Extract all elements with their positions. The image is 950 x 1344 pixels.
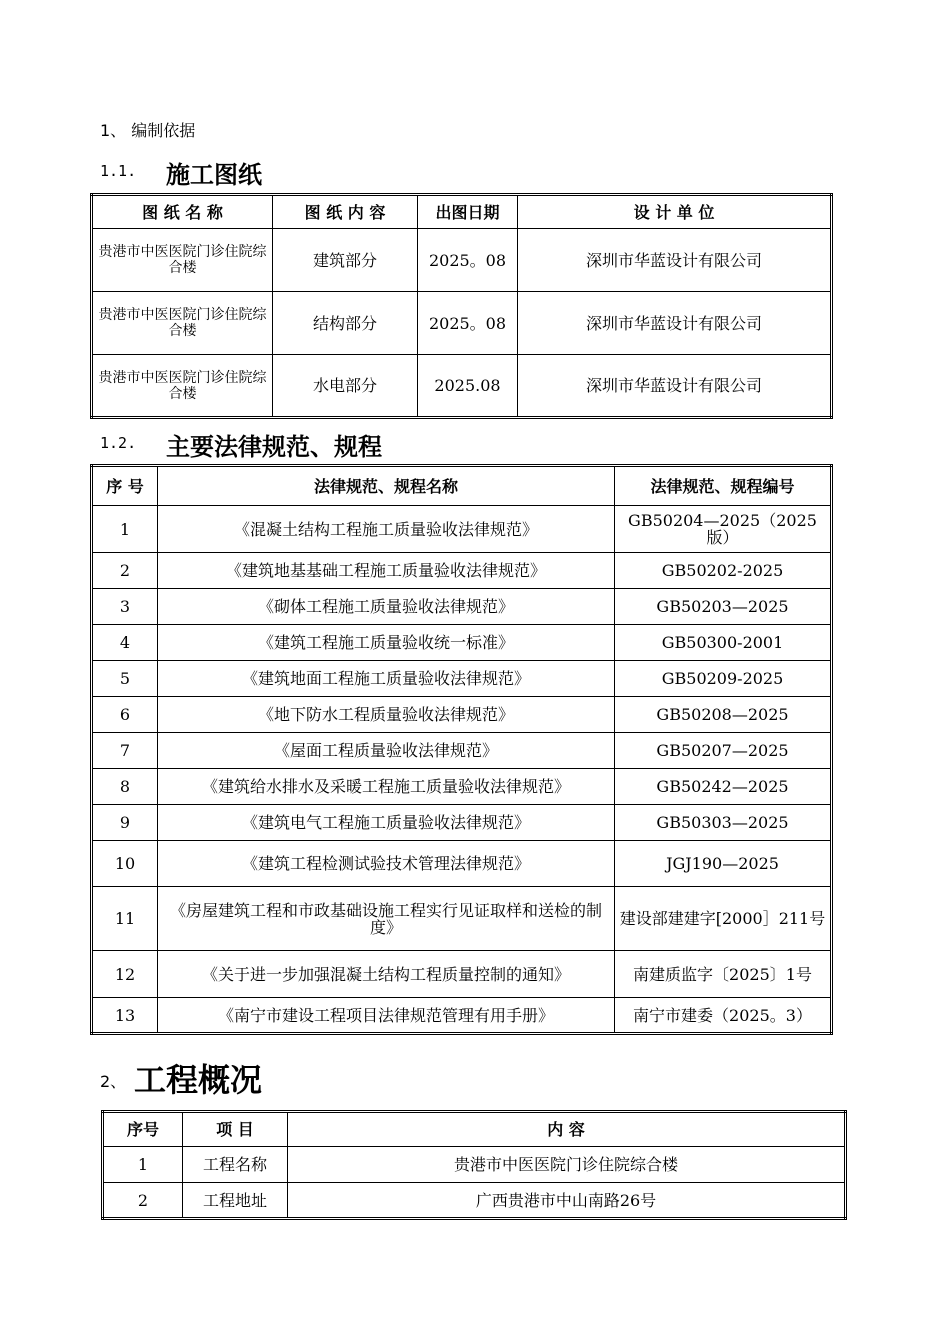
law-name: 《屋面工程质量验收法律规范》: [158, 733, 615, 769]
law-no: 7: [92, 733, 158, 769]
subsection-1-2-title: 主要法律规范、规程: [166, 433, 382, 461]
drawing-content: 结构部分: [273, 292, 418, 355]
section-1-heading: 1、 编制依据: [100, 121, 196, 140]
table-row: [92, 292, 832, 355]
law-name: 《建筑工程施工质量验收统一标准》: [158, 625, 615, 661]
table-row: [92, 769, 832, 805]
law-code: JGJ190—2025: [615, 841, 832, 887]
table-row: [92, 589, 832, 625]
law-code: GB50204—2025（2025版）: [615, 506, 832, 553]
law-code: GB50202-2025: [615, 553, 832, 589]
law-no: 3: [92, 589, 158, 625]
overview-content: 贵港市中医医院门诊住院综合楼: [288, 1147, 846, 1183]
law-code: GB50300-2001: [615, 625, 832, 661]
law-name: 《房屋建筑工程和市政基础设施工程实行见证取样和送检的制度》: [158, 887, 615, 951]
table-row: [92, 887, 832, 951]
subsection-1-1-title: 施工图纸: [166, 161, 262, 189]
law-code: GB50242—2025: [615, 769, 832, 805]
drawing-name: 贵港市中医医院门诊住院综合楼: [92, 292, 273, 355]
subsection-1-2-number: 1.2.: [100, 434, 137, 452]
law-no: 4: [92, 625, 158, 661]
overview-no: 2: [103, 1183, 183, 1219]
table-row: [92, 625, 832, 661]
law-no: 1: [92, 506, 158, 553]
laws-header-name: 法律规范、规程名称: [158, 466, 615, 506]
drawings-header-content: 图 纸 内 容: [273, 195, 418, 229]
law-code: GB50207—2025: [615, 733, 832, 769]
law-no: 2: [92, 553, 158, 589]
law-no: 11: [92, 887, 158, 951]
drawing-name: 贵港市中医医院门诊住院综合楼: [92, 355, 273, 418]
law-name: 《地下防水工程质量验收法律规范》: [158, 697, 615, 733]
overview-header-item: 项 目: [183, 1112, 288, 1147]
law-name: 《建筑给水排水及采暖工程施工质量验收法律规范》: [158, 769, 615, 805]
overview-no: 1: [103, 1147, 183, 1183]
laws-table: [90, 464, 833, 1035]
overview-item: 工程地址: [183, 1183, 288, 1219]
law-no: 9: [92, 805, 158, 841]
law-code: 南宁市建委（2025。3）: [615, 998, 832, 1034]
overview-item: 工程名称: [183, 1147, 288, 1183]
table-row: [92, 506, 832, 553]
table-row: [103, 1183, 846, 1219]
law-no: 8: [92, 769, 158, 805]
table-row: [92, 951, 832, 998]
law-no: 13: [92, 998, 158, 1034]
table-row: [92, 805, 832, 841]
drawings-header-name: 图 纸 名 称: [92, 195, 273, 229]
table-row: [92, 733, 832, 769]
law-code: GB50209-2025: [615, 661, 832, 697]
law-name: 《关于进一步加强混凝土结构工程质量控制的通知》: [158, 951, 615, 998]
law-code: 建设部建建字[2000］211号: [615, 887, 832, 951]
section-2-number: 2、: [100, 1072, 127, 1091]
drawing-date: 2025。08: [418, 292, 518, 355]
law-code: 南建质监字〔2025〕1号: [615, 951, 832, 998]
law-name: 《砌体工程施工质量验收法律规范》: [158, 589, 615, 625]
overview-header-no: 序号: [103, 1112, 183, 1147]
overview-content: 广西贵港市中山南路26号: [288, 1183, 846, 1219]
drawing-unit: 深圳市华蓝设计有限公司: [518, 229, 832, 292]
law-no: 6: [92, 697, 158, 733]
section-2-title: 工程概况: [134, 1061, 263, 1099]
drawing-content: 水电部分: [273, 355, 418, 418]
laws-header-code: 法律规范、规程编号: [615, 466, 832, 506]
drawing-content: 建筑部分: [273, 229, 418, 292]
drawings-table: [90, 193, 833, 419]
table-row: [92, 841, 832, 887]
law-name: 《建筑地基基础工程施工质量验收法律规范》: [158, 553, 615, 589]
subsection-1-1-number: 1.1.: [100, 162, 137, 180]
law-code: GB50303—2025: [615, 805, 832, 841]
table-row: [103, 1147, 846, 1183]
drawing-date: 2025.08: [418, 355, 518, 418]
law-code: GB50208—2025: [615, 697, 832, 733]
drawing-unit: 深圳市华蓝设计有限公司: [518, 292, 832, 355]
table-row: [92, 355, 832, 418]
table-row: [92, 661, 832, 697]
table-row: [92, 697, 832, 733]
law-name: 《南宁市建设工程项目法律规范管理有用手册》: [158, 998, 615, 1034]
table-row: [92, 553, 832, 589]
drawing-name: 贵港市中医医院门诊住院综合楼: [92, 229, 273, 292]
drawings-header-date: 出图日期: [418, 195, 518, 229]
law-code: GB50203—2025: [615, 589, 832, 625]
drawings-header-unit: 设 计 单 位: [518, 195, 832, 229]
law-name: 《建筑工程检测试验技术管理法律规范》: [158, 841, 615, 887]
drawing-date: 2025。08: [418, 229, 518, 292]
table-row: [92, 998, 832, 1034]
overview-table: [101, 1110, 847, 1220]
overview-header-content: 内 容: [288, 1112, 846, 1147]
drawing-unit: 深圳市华蓝设计有限公司: [518, 355, 832, 418]
law-name: 《建筑电气工程施工质量验收法律规范》: [158, 805, 615, 841]
law-no: 10: [92, 841, 158, 887]
table-row: [92, 229, 832, 292]
law-name: 《混凝土结构工程施工质量验收法律规范》: [158, 506, 615, 553]
laws-header-no: 序 号: [92, 466, 158, 506]
law-name: 《建筑地面工程施工质量验收法律规范》: [158, 661, 615, 697]
law-no: 12: [92, 951, 158, 998]
law-no: 5: [92, 661, 158, 697]
